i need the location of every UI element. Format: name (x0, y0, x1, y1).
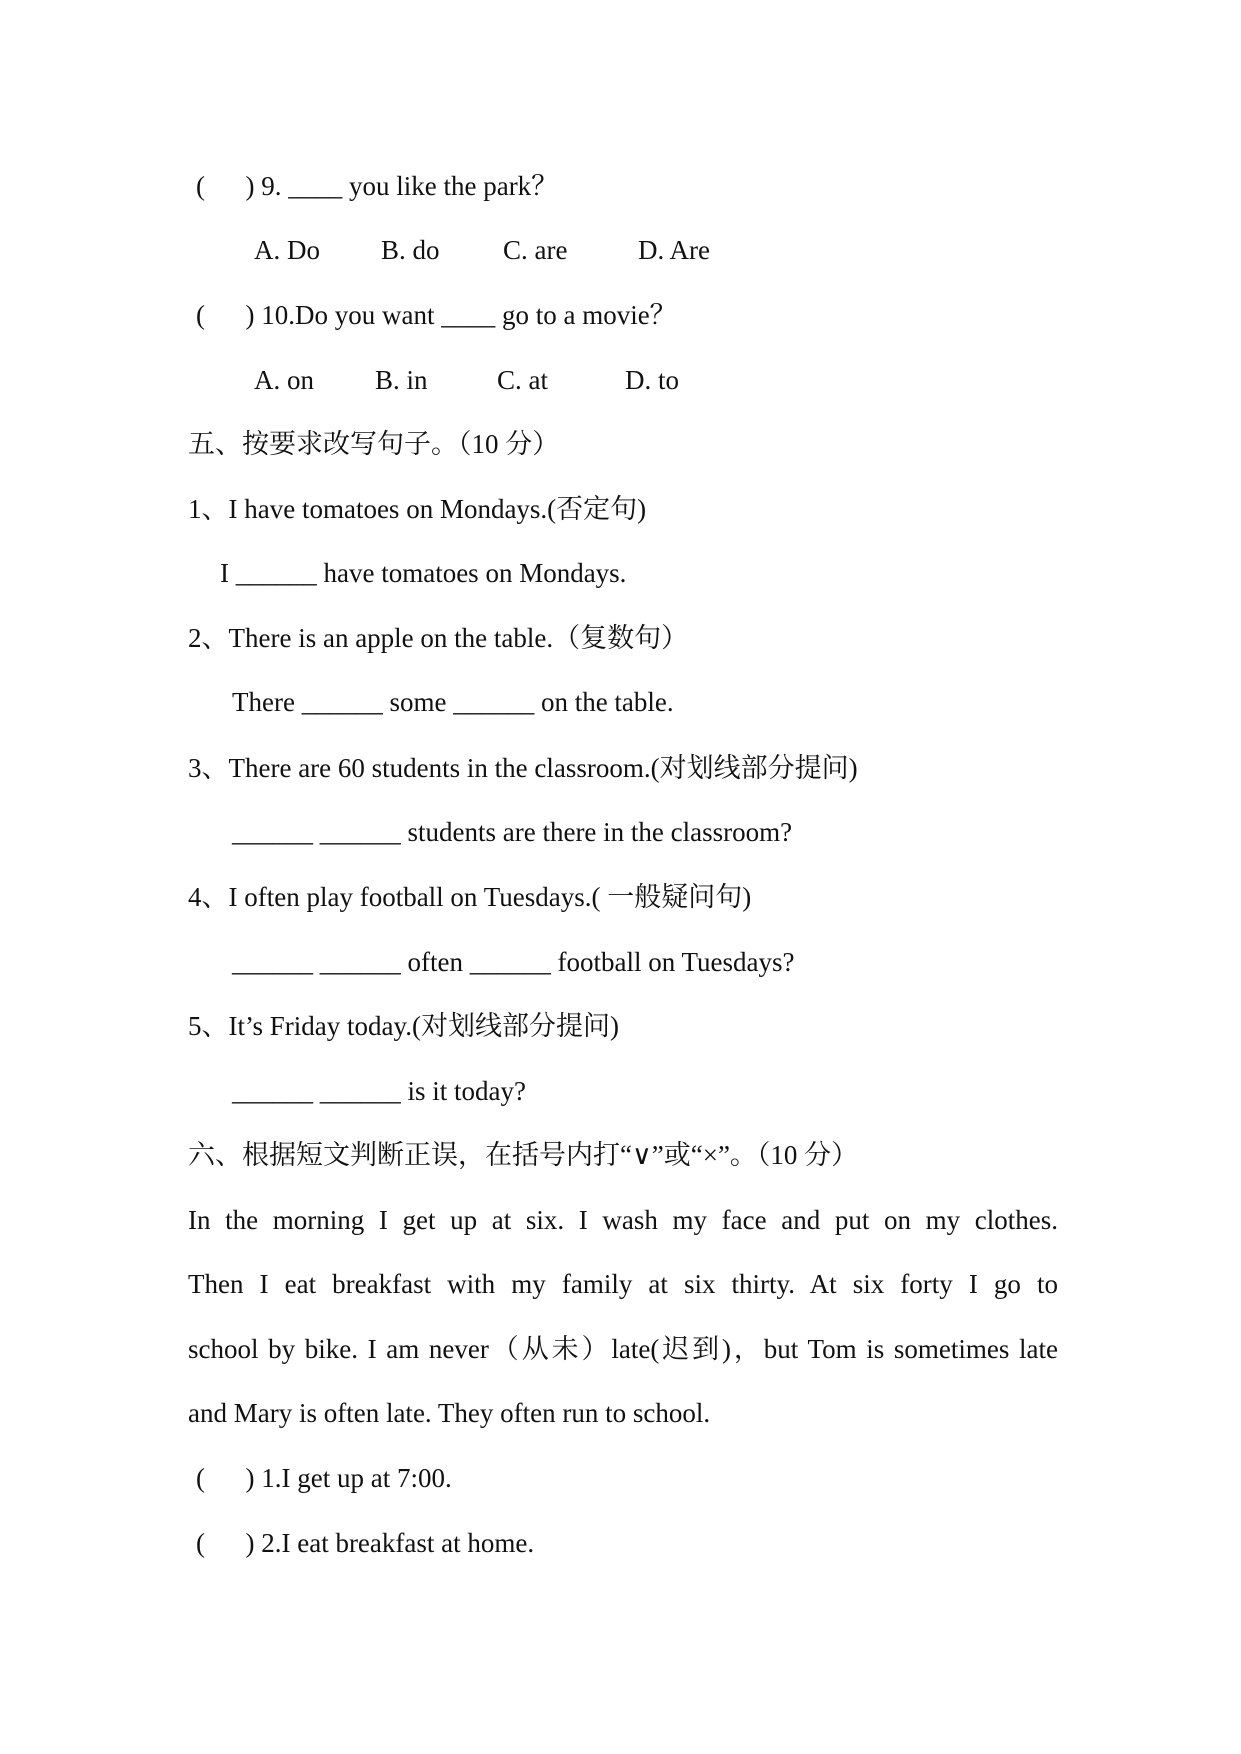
section-5-item-3-prompt: 3、There are 60 students in the classroom.(对划线部分提问) (188, 753, 858, 783)
question-10-option-a: A. on (254, 365, 314, 395)
passage-line-3: school by bike. I am never（从未）late(迟到)，but Tom is sometimes late (188, 1334, 1058, 1364)
section-5-item-2-answer: There ______ some ______ on the table. (232, 687, 674, 717)
question-10-option-c: C. at (497, 365, 548, 395)
section-6-heading: 六、根据短文判断正误，在括号内打“∨”或“×”。（10 分） (188, 1140, 859, 1170)
question-9-option-c: C. are (503, 235, 568, 265)
judgement-question-1: ( ) 1.I get up at 7:00. (196, 1463, 452, 1493)
section-5-item-5-answer: ______ ______ is it today? (232, 1076, 526, 1106)
question-10-option-d: D. to (625, 365, 679, 395)
passage-line-2: Then I eat breakfast with my family at six thirty. At six forty I go to (188, 1269, 1058, 1299)
question-10-option-b: B. in (375, 365, 428, 395)
question-9-option-d: D. Are (638, 235, 710, 265)
question-10-stem: ( ) 10.Do you want ____ go to a movie？ (196, 300, 677, 330)
judgement-question-2: ( ) 2.I eat breakfast at home. (196, 1528, 535, 1558)
section-5-item-3-answer: ______ ______ students are there in the classroom? (232, 817, 793, 847)
section-5-item-1-answer: I ______ have tomatoes on Mondays. (220, 558, 627, 588)
passage-line-1: In the morning I get up at six. I wash my face and put on my clothes. (188, 1205, 1058, 1235)
passage-line-4: and Mary is often late. They often run to school. (188, 1398, 711, 1428)
section-5-item-1-prompt: 1、I have tomatoes on Mondays.(否定句) (188, 494, 647, 524)
question-9-option-a: A. Do (254, 235, 320, 265)
question-9-option-b: B. do (381, 235, 440, 265)
section-5-item-2-prompt: 2、There is an apple on the table.（复数句） (188, 623, 689, 653)
question-9-stem: ( ) 9. ____ you like the park？ (196, 171, 559, 201)
section-5-item-4-prompt: 4、I often play football on Tuesdays.( 一般疑问句) (188, 882, 752, 912)
section-5-item-5-prompt: 5、It’s Friday today.(对划线部分提问) (188, 1011, 619, 1041)
section-5-heading: 五、按要求改写句子。（10 分） (188, 429, 560, 459)
section-5-item-4-answer: ______ ______ often ______ football on Tuesdays? (232, 947, 795, 977)
